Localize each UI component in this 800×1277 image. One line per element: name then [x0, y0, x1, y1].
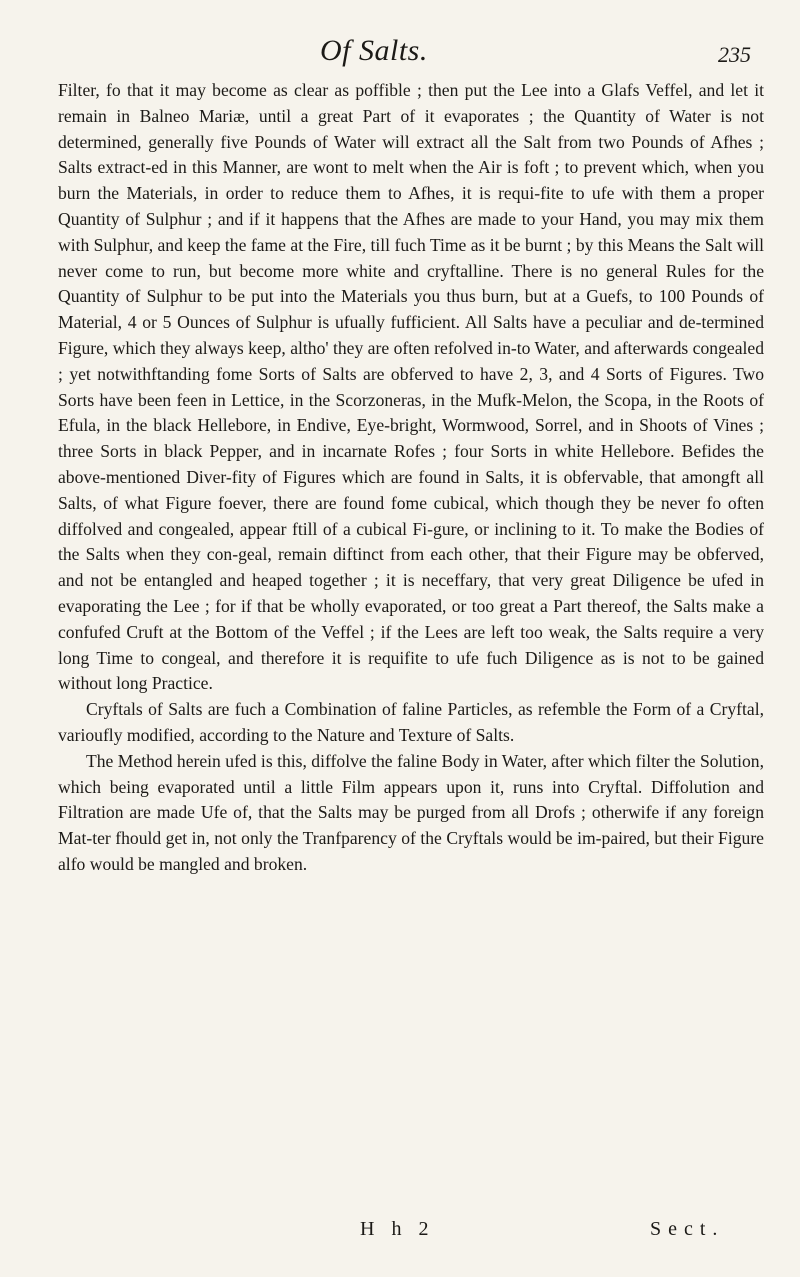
page-number: 235 — [718, 42, 751, 67]
paragraph-3: The Method herein ufed is this, diffolve the faline Body in Water, after which filter the Solution, which being evaporated until a little Film appears upon it, runs into Cryftal. Diffolution and Filtration are made Ufe of, that the Salts may be purged from all Drofs ; otherwife if any foreign Mat-ter fhould get in, not only the Tranfparency of the Cryftals would be im-paired, but their Figure alfo would be mangled and broken. — [58, 750, 764, 874]
page-footer — [0, 1218, 800, 1248]
body-text — [58, 78, 764, 878]
paragraph-2: Cryftals of Salts are fuch a Combination of faline Particles, as refemble the Form of a Cryftal, varioufly modified, according to the Nature and Texture of Salts. — [58, 699, 764, 745]
page-header — [0, 34, 800, 84]
running-title: Of Salts. — [320, 34, 428, 67]
signature-mark: H h 2 — [360, 1218, 435, 1240]
paragraph-1: Filter, fo that it may become as clear as poffible ; then put the Lee into a Glafs Veffel, and let it remain in Balneo Mariæ, until a great Part of it evaporates ; the Quantity of Water is not determined, generally five Pounds of Water will extract all the Salt from two Pounds of Afhes ; Salts extract-ed in this Manner, are wont to melt when the Air is foft ; to prevent which, when you burn the Materials, in order to reduce them to Afhes, it is requi-fite to ufe with them a proper Quantity of Sulphur ; and if it happens that the Afhes are made to your Hand, you may mix them with Sulphur, and keep the fame at the Fire, till fuch Time as it be burnt ; by this Means the Salt will never come to run, but become more white and cryftalline. There is no general Rules for the Quantity of Sulphur to be put into the Materials you thus burn, but at a Guefs, to 100 Pounds of Material, 4 or 5 Ounces of Sulphur is ufually fufficient. All Salts have a peculiar and de-termined Figure, which they always keep, altho' they are often refolved in-to Water, and afterwards congealed ; yet notwithftanding fome Sorts of Salts are obferved to have 2, 3, and 4 Sorts of Figures. Two Sorts have been feen in Lettice, in the Scorzoneras, in the Mufk-Melon, the Scopa, in the Roots of Efula, in the black Hellebore, in Endive, Eye-bright, Wormwood, Sorrel, and in Shoots of Vines ; three Sorts in black Pepper, and in incarnate Rofes ; four Sorts in white Hellebore. Befides the above-mentioned Diver-fity of Figures which are found in Salts, it is obfervable, that amongft all Salts, of what Figure foever, there are found fome cubical, which though they be never fo often diffolved and congealed, appear ftill of a cubical Fi-gure, or inclining to it. To make the Bodies of the Salts when they con-geal, remain diftinct from each other, that their Figure may be obferved, and not be entangled and heaped together ; it is neceffary, that very great Diligence be ufed in evaporating the Lee ; for if that be wholly evaporated, or too great a Part thereof, the Salts make a confufed Cruft at the Bottom of the Veffel ; if the Lees are left too weak, the Salts require a very long Time to congeal, and therefore it is requifite to ufe fuch Diligence as is not to be gained without long Practice. — [58, 80, 764, 694]
catchword: Sect. — [650, 1218, 725, 1240]
